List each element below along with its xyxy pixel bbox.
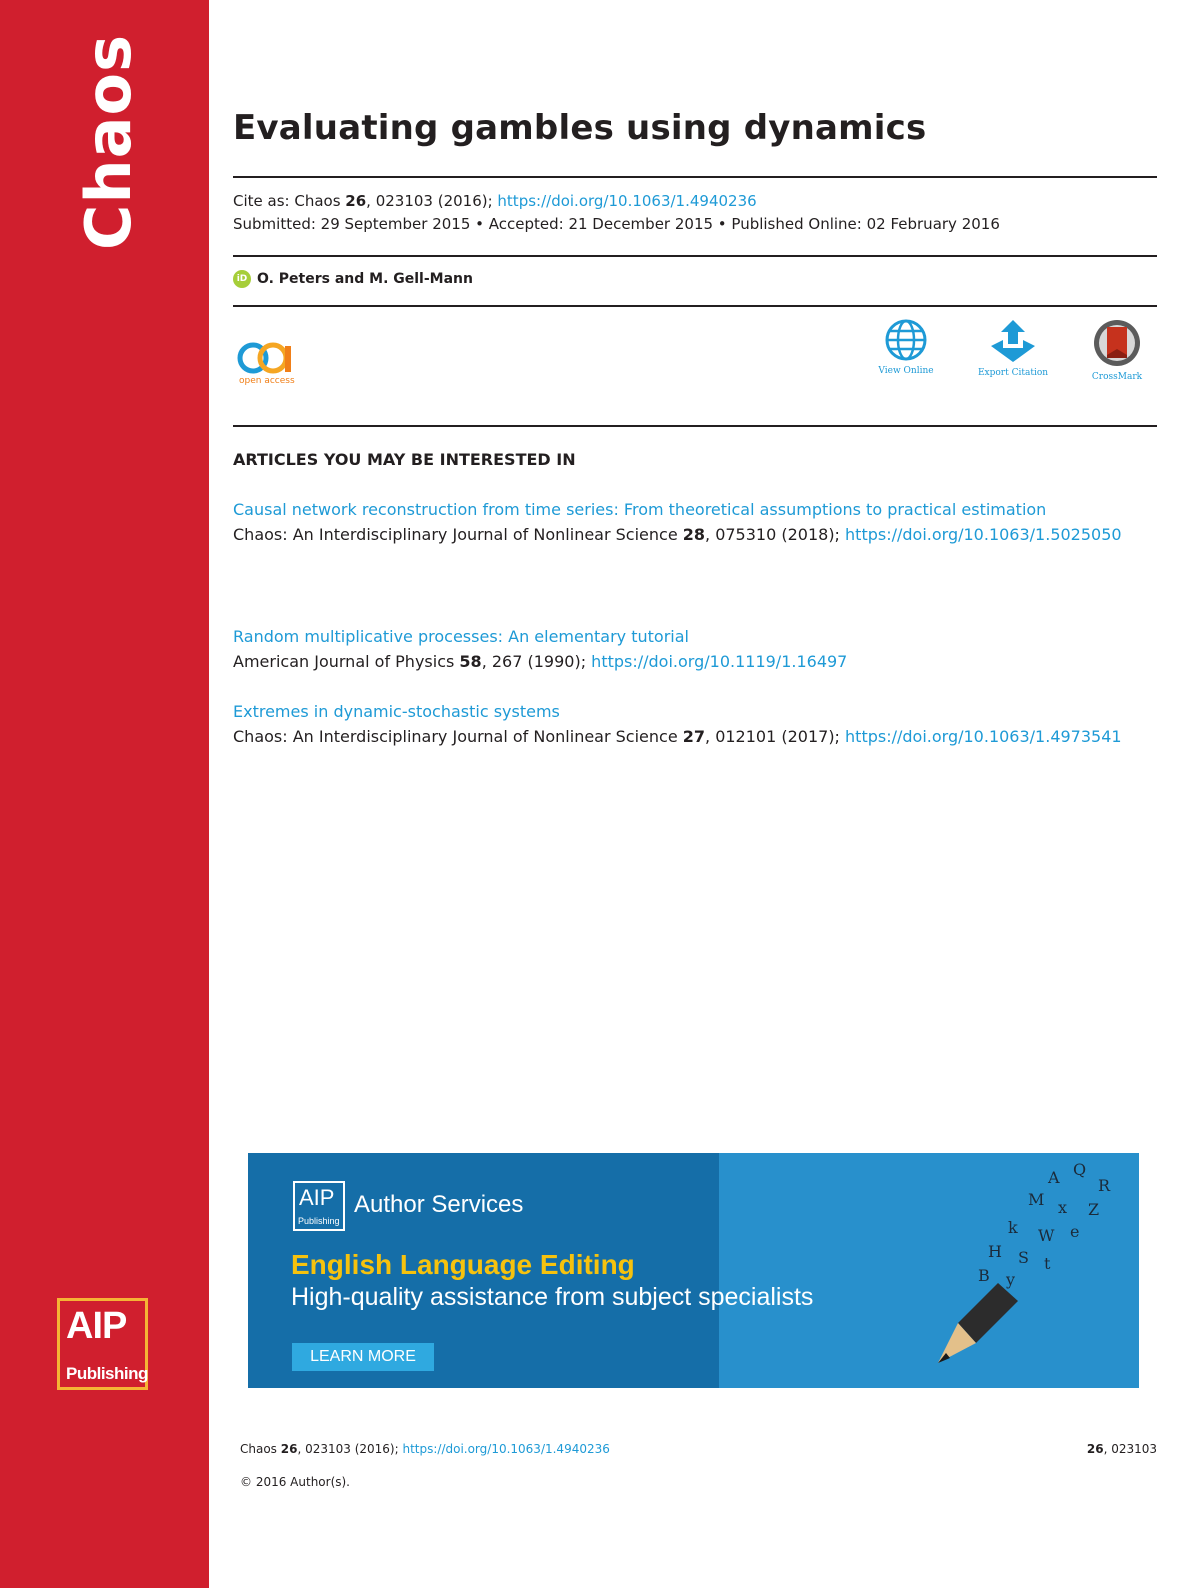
aip-publishing-logo[interactable] [57, 1298, 148, 1390]
footer-page-rest: , 023103 [1103, 1442, 1157, 1456]
journal-name: Chaos [72, 34, 145, 250]
authors-row [233, 270, 473, 288]
banner-subhead: High-quality assistance from subject specialists [291, 1283, 814, 1311]
banner-logo-line1: AIP [299, 1185, 335, 1210]
svg-text:t: t [1044, 1254, 1051, 1273]
svg-text:A: A [1048, 1168, 1060, 1187]
banner-headline: English Language Editing [291, 1249, 635, 1280]
related-article-source: Chaos: An Interdisciplinary Journal of Nonlinear Science [233, 727, 683, 746]
svg-text:x: x [1058, 1198, 1068, 1217]
banner-aip-logo [293, 1181, 345, 1231]
aip-logo-line1: AIP [66, 1305, 127, 1347]
orcid-icon[interactable]: iD [233, 270, 251, 288]
export-citation-button[interactable] [968, 318, 1058, 378]
footer-copyright: © 2016 Author(s). [240, 1475, 350, 1489]
crossmark-label: CrossMark [1091, 372, 1143, 382]
cite-rest: , 023103 (2016); [366, 192, 498, 210]
globe-icon [884, 318, 928, 362]
related-article [233, 699, 1133, 749]
related-article-volume: 58 [459, 652, 482, 671]
related-article-source: Chaos: An Interdisciplinary Journal of Nonlinear Science [233, 525, 683, 544]
svg-text:W: W [1038, 1226, 1055, 1245]
related-article-doi[interactable]: https://doi.org/10.1063/1.4973541 [845, 727, 1122, 746]
related-article-volume: 28 [682, 525, 706, 544]
related-article-title[interactable]: Causal network reconstruction from time series: From theoretical assumptions to practical estimation [233, 500, 1047, 519]
pencil-letters-illustration [848, 1153, 1139, 1388]
svg-text:S: S [1018, 1248, 1029, 1267]
svg-text:B: B [978, 1266, 990, 1285]
svg-text:Q: Q [1073, 1160, 1087, 1179]
cite-doi-link[interactable]: https://doi.org/10.1063/1.4940236 [497, 192, 757, 210]
footer-citation [240, 1442, 610, 1456]
footer-page-volume: 26 [1086, 1442, 1104, 1456]
author-services-banner[interactable] [248, 1153, 1139, 1388]
footer-cite-rest: , 023103 (2016); [297, 1442, 403, 1456]
view-online-label: View Online [878, 366, 934, 376]
banner-logo-line2: Publishing [298, 1216, 340, 1226]
related-article-title[interactable]: Extremes in dynamic-stochastic systems [233, 702, 560, 721]
divider [233, 255, 1157, 257]
journal-sidebar [0, 0, 209, 1588]
footer-cite-prefix: Chaos [240, 1442, 281, 1456]
svg-text:M: M [1028, 1190, 1045, 1209]
divider [233, 176, 1157, 178]
citation-line [233, 192, 757, 210]
crossmark-icon [1092, 318, 1142, 368]
footer-doi-link[interactable]: https://doi.org/10.1063/1.4940236 [402, 1442, 610, 1456]
related-article-title[interactable]: Random multiplicative processes: An elementary tutorial [233, 627, 689, 646]
publication-dates: Submitted: 29 September 2015 • Accepted: 21 December 2015 • Published Online: 02 February 2016 [233, 215, 1000, 233]
learn-more-button[interactable]: LEARN MORE [292, 1343, 434, 1371]
view-online-button[interactable] [861, 318, 951, 376]
related-article-doi[interactable]: https://doi.org/10.1063/1.5025050 [845, 525, 1122, 544]
svg-text:H: H [988, 1242, 1002, 1261]
cite-prefix: Cite as: Chaos [233, 192, 346, 210]
cite-volume: 26 [345, 192, 367, 210]
related-article-doi[interactable]: https://doi.org/10.1119/1.16497 [591, 652, 848, 671]
crossmark-button[interactable] [1072, 318, 1162, 382]
aip-logo-line2: Publishing [66, 1364, 148, 1383]
related-article-source: American Journal of Physics [233, 652, 460, 671]
authors[interactable]: O. Peters and M. Gell-Mann [257, 271, 473, 287]
footer-cite-volume: 26 [280, 1442, 298, 1456]
related-article-volume: 27 [682, 727, 706, 746]
export-icon [987, 318, 1039, 364]
svg-text:Z: Z [1088, 1200, 1100, 1219]
export-citation-label: Export Citation [977, 368, 1049, 378]
footer-page-id [1087, 1442, 1157, 1456]
svg-text:k: k [1008, 1218, 1018, 1237]
divider [233, 425, 1157, 427]
related-article [233, 624, 1133, 674]
banner-service-name: Author Services [354, 1191, 524, 1218]
open-access-label: open access [239, 376, 295, 386]
svg-text:R: R [1098, 1176, 1111, 1195]
related-article-pages: , 075310 (2018); [705, 525, 846, 544]
svg-text:e: e [1070, 1222, 1080, 1241]
related-article [233, 497, 1133, 547]
divider [233, 305, 1157, 307]
svg-text:y: y [1006, 1270, 1016, 1289]
related-article-pages: , 267 (1990); [481, 652, 592, 671]
article-title: Evaluating gambles using dynamics [233, 108, 927, 148]
related-articles-heading: ARTICLES YOU MAY BE INTERESTED IN [233, 450, 576, 469]
related-article-pages: , 012101 (2017); [705, 727, 846, 746]
